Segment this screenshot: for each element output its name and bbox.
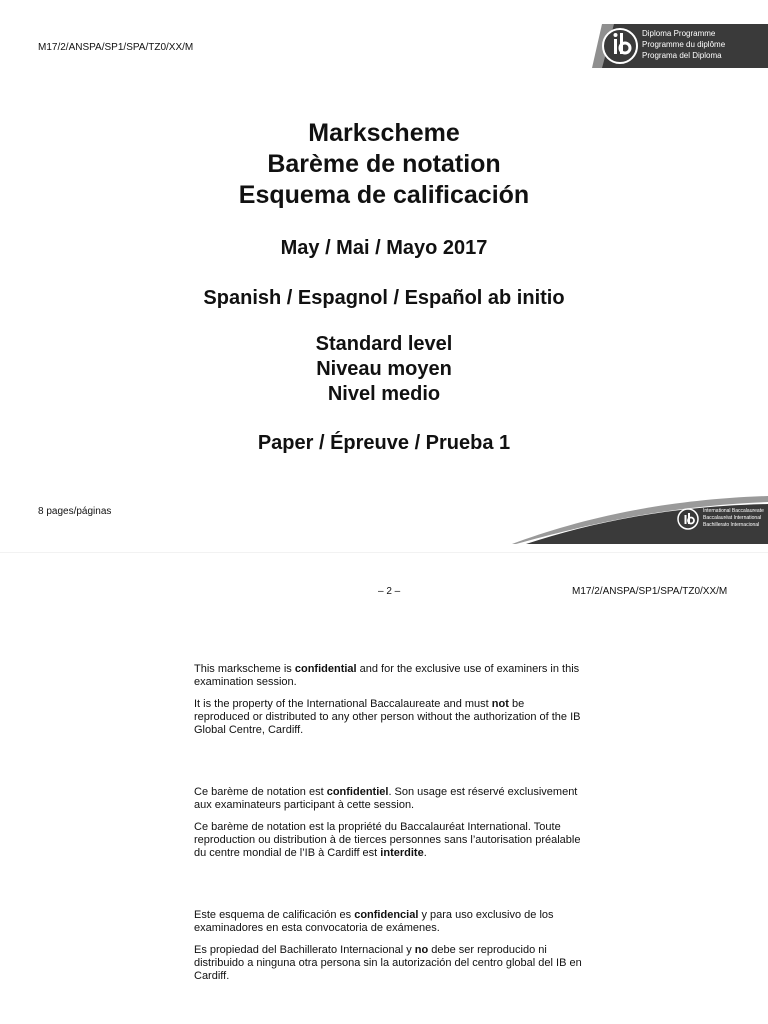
session-title: May / Mai / Mayo 2017: [280, 237, 488, 259]
level-title: [0, 332, 768, 407]
ib-logo-icon: [678, 509, 698, 529]
document-code-page2: M17/2/ANSPA/SP1/SPA/TZ0/XX/M: [572, 586, 728, 597]
ib-diploma-logo: [592, 24, 768, 68]
notice-fr-paragraph-1: Ce barème de notation est confidentiel. Son usage est réservé exclusivement aux examinateurs participant à cette session.: [194, 786, 578, 811]
logo-line-3: Programa del Diploma: [642, 51, 722, 60]
ib-footer-logo: [512, 492, 768, 544]
title-line-fr: Barème de notation: [267, 150, 501, 178]
level-line-fr: Niveau moyen: [316, 358, 452, 380]
page-divider: [0, 552, 768, 553]
page-number: – 2 –: [378, 586, 401, 597]
footer-logo-line-2: Baccalauréat International: [703, 515, 762, 521]
footer-logo-line-3: Bachillerato Internacional: [703, 522, 760, 528]
ib-logo-icon: [603, 29, 637, 63]
ib-footer-swoosh-graphic: [512, 492, 768, 544]
notice-en-paragraph-2: It is the property of the International Baccalaureate and must not be reproduced or distributed to any other person without the authorization of the IB Global Centre, Cardiff.: [194, 698, 581, 736]
notice-es-paragraph-1: Este esquema de calificación es confidencial y para uso exclusivo de los examinadores en esta convocatoria de exámenes.: [194, 909, 554, 934]
logo-line-2: Programme du diplôme: [642, 40, 726, 49]
title-line-en: Markscheme: [308, 119, 460, 147]
level-line-es: Nivel medio: [327, 383, 441, 405]
page-count: 8 pages/páginas: [38, 506, 112, 517]
document-code: M17/2/ANSPA/SP1/SPA/TZ0/XX/M: [38, 42, 194, 53]
confidentiality-notice-en: [194, 663, 582, 746]
confidentiality-notice-fr: [194, 786, 582, 869]
level-line-en: Standard level: [315, 333, 453, 355]
confidentiality-notice-es: [194, 909, 582, 992]
notice-fr-paragraph-2: Ce barème de notation est la propriété du Baccalauréat International. Toute reproduction ou distribution à de tierces personnes sans l’autorisation préalable du centre mondial de l’IB à Cardiff est interdite.: [194, 821, 581, 859]
subject-title: Spanish / Espagnol / Español ab initio: [203, 287, 565, 309]
title-line-es: Esquema de calificación: [238, 181, 530, 209]
logo-line-1: Diploma Programme: [642, 29, 716, 38]
footer-logo-line-1: International Baccalaureate: [703, 508, 764, 514]
cover-title: [0, 118, 768, 211]
notice-es-paragraph-2: Es propiedad del Bachillerato Internacional y no debe ser reproducido ni distribuido a ninguna otra persona sin la autorización del centro global del IB en Cardiff.: [194, 944, 582, 982]
paper-title: Paper / Épreuve / Prueba 1: [257, 432, 511, 454]
ib-diploma-logo-graphic: [592, 24, 768, 68]
notice-en-paragraph-1: This markscheme is confidential and for the exclusive use of examiners in this examination session.: [194, 663, 580, 688]
